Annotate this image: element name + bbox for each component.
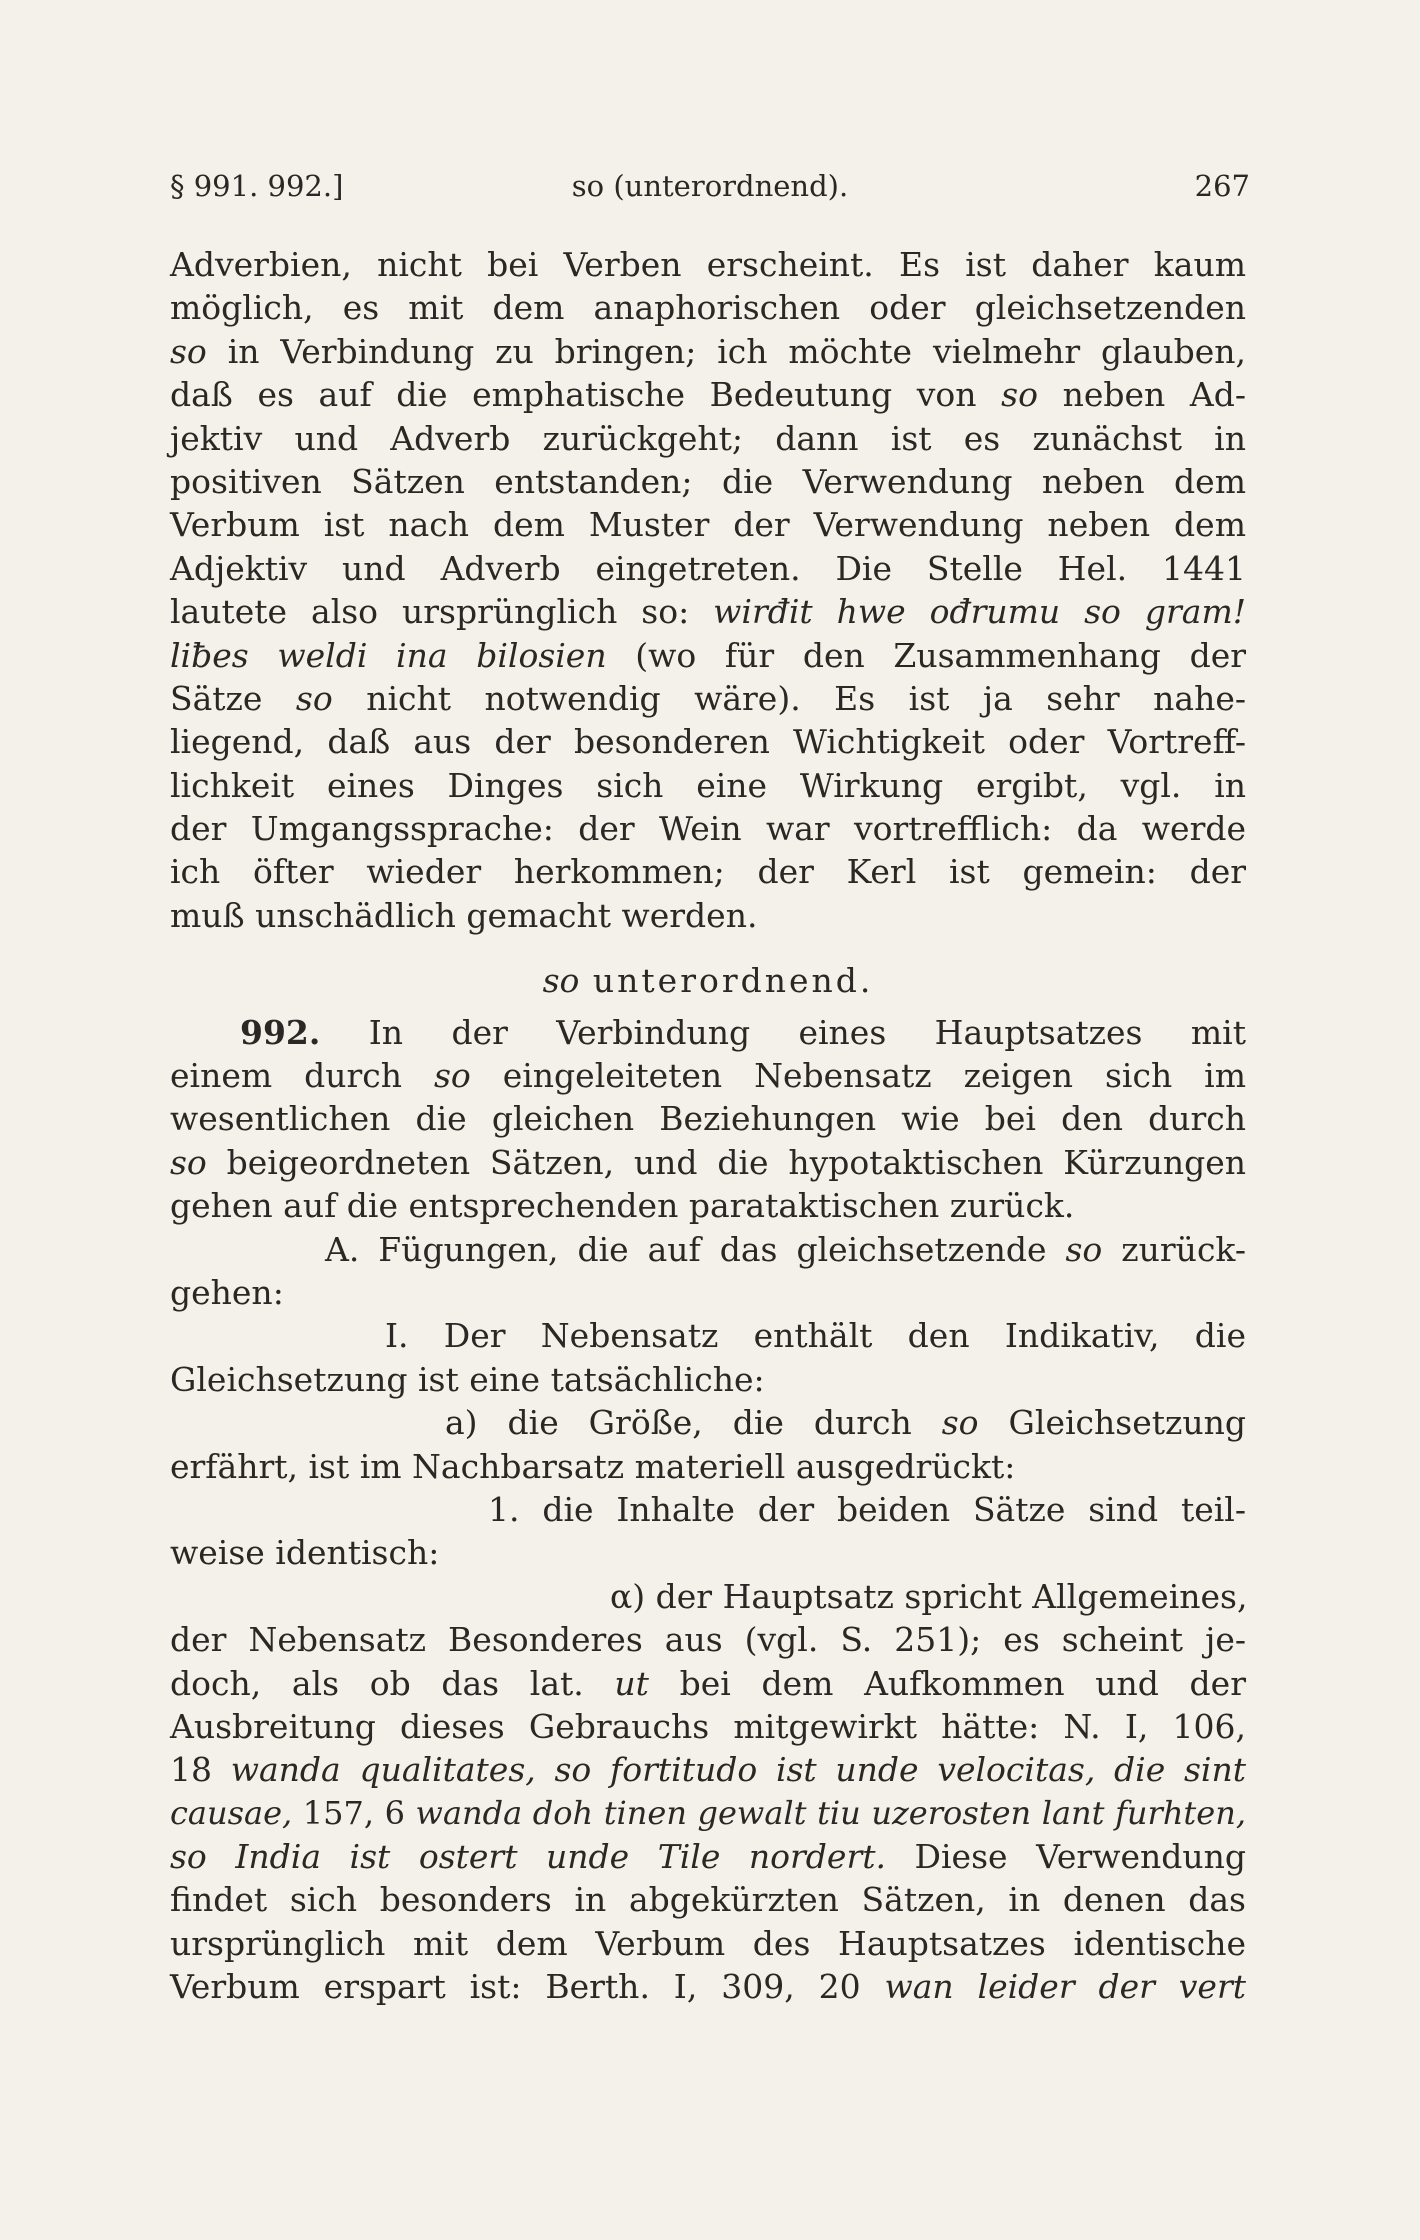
text-line: jektiv und Adverb zurückgeht; dann ist es zunächst in bbox=[170, 418, 1246, 458]
text-line: ursprünglich mit dem Verbum des Hauptsatzes identische bbox=[170, 1923, 1246, 1963]
text-line: Sätze so nicht notwendig wäre). Es ist ja sehr nahe- bbox=[170, 678, 1247, 718]
page-number: 267 bbox=[1194, 169, 1250, 203]
text-line: so beigeordneten Sätzen, und die hypotaktischen Kürzungen bbox=[170, 1142, 1246, 1182]
text-line: liƀes weldi ina bilosien (wo für den Zusammenhang der bbox=[170, 635, 1247, 675]
text-line: Verbum ist nach dem Muster der Verwendung neben dem bbox=[170, 505, 1246, 545]
text-line: ich öfter wieder herkommen; der Kerl ist gemein: der bbox=[170, 852, 1246, 892]
outline-line: 1. die Inhalte der beiden Sätze sind teil- bbox=[488, 1489, 1246, 1529]
text-line: 992. In der Verbindung eines Hauptsatzes mit bbox=[240, 1012, 1246, 1052]
text-line: 18 wanda qualitates, so fortitudo ist unde velocitas, die sint bbox=[170, 1750, 1246, 1790]
text-line: daß es auf die emphatische Bedeutung von so neben Ad- bbox=[170, 375, 1246, 415]
text-line: der Umgangssprache: der Wein war vortrefflich: da werde bbox=[170, 809, 1246, 849]
outline-line: Gleichsetzung ist eine tatsächliche: bbox=[170, 1359, 765, 1399]
text-line: doch, als ob das lat. ut bei dem Aufkommen und der bbox=[170, 1663, 1246, 1703]
outline-line: A. Fügungen, die auf das gleichsetzende so zurück- bbox=[325, 1229, 1246, 1269]
text-line: causae, 157, 6 wanda doh tinen gewalt tiu uzerosten lant furhten, bbox=[170, 1793, 1247, 1832]
outline-line: a) die Größe, die durch so Gleichsetzung bbox=[445, 1403, 1247, 1443]
text-line: muß unschädlich gemacht werden. bbox=[170, 895, 758, 935]
text-line: wesentlichen die gleichen Beziehungen wie bei den durch bbox=[170, 1099, 1246, 1139]
text-line: Adverbien, nicht bei Verben erscheint. Es ist daher kaum bbox=[170, 245, 1246, 284]
text-line: möglich, es mit dem anaphorischen oder gleichsetzenden bbox=[170, 288, 1246, 328]
text-line: α) der Hauptsatz spricht Allgemeines, bbox=[610, 1576, 1248, 1616]
paragraph-number: 992. bbox=[240, 1012, 321, 1052]
text-line: liegend, daß aus der besonderen Wichtigkeit oder Vortreff- bbox=[170, 722, 1246, 762]
running-title: so (unterordnend). bbox=[571, 169, 849, 203]
section-heading: so unterordnend. bbox=[542, 961, 874, 1001]
outline-line: gehen: bbox=[170, 1272, 284, 1312]
outline-line: erfährt, ist im Nachbarsatz materiell ausgedrückt: bbox=[170, 1446, 1016, 1486]
section-reference: § 991. 992.] bbox=[170, 169, 344, 203]
text-line: so India ist ostert unde Tile nordert. Diese Verwendung bbox=[170, 1837, 1246, 1877]
text-line: einem durch so eingeleiteten Nebensatz zeigen sich im bbox=[170, 1056, 1246, 1096]
body-text bbox=[170, 243, 1246, 2009]
text-line: Adjektiv und Adverb eingetreten. Die Stelle Hel. 1441 bbox=[170, 548, 1246, 588]
text-line: positiven Sätzen entstanden; die Verwendung neben dem bbox=[170, 461, 1246, 501]
text-line: Verbum erspart ist: Berth. I, 309, 20 wan leider der vert bbox=[170, 1967, 1246, 2007]
text-line: so in Verbindung zu bringen; ich möchte vielmehr glauben, bbox=[170, 331, 1246, 371]
text-line: Ausbreitung dieses Gebrauchs mitgewirkt hätte: N. I, 106, bbox=[170, 1706, 1246, 1746]
outline-line: I. Der Nebensatz enthält den Indikativ, die bbox=[385, 1316, 1246, 1356]
text-line: findet sich besonders in abgekürzten Sätzen, in denen das bbox=[170, 1880, 1246, 1920]
text-line: lautete also ursprünglich so: wirđit hwe ođrumu so gram! bbox=[170, 592, 1246, 632]
text-line: gehen auf die entsprechenden parataktischen zurück. bbox=[170, 1186, 1075, 1226]
text-line: der Nebensatz Besonderes aus (vgl. S. 251); es scheint je- bbox=[170, 1620, 1246, 1660]
outline-line: weise identisch: bbox=[170, 1533, 440, 1573]
text-line: lichkeit eines Dinges sich eine Wirkung ergibt, vgl. in bbox=[170, 765, 1246, 805]
